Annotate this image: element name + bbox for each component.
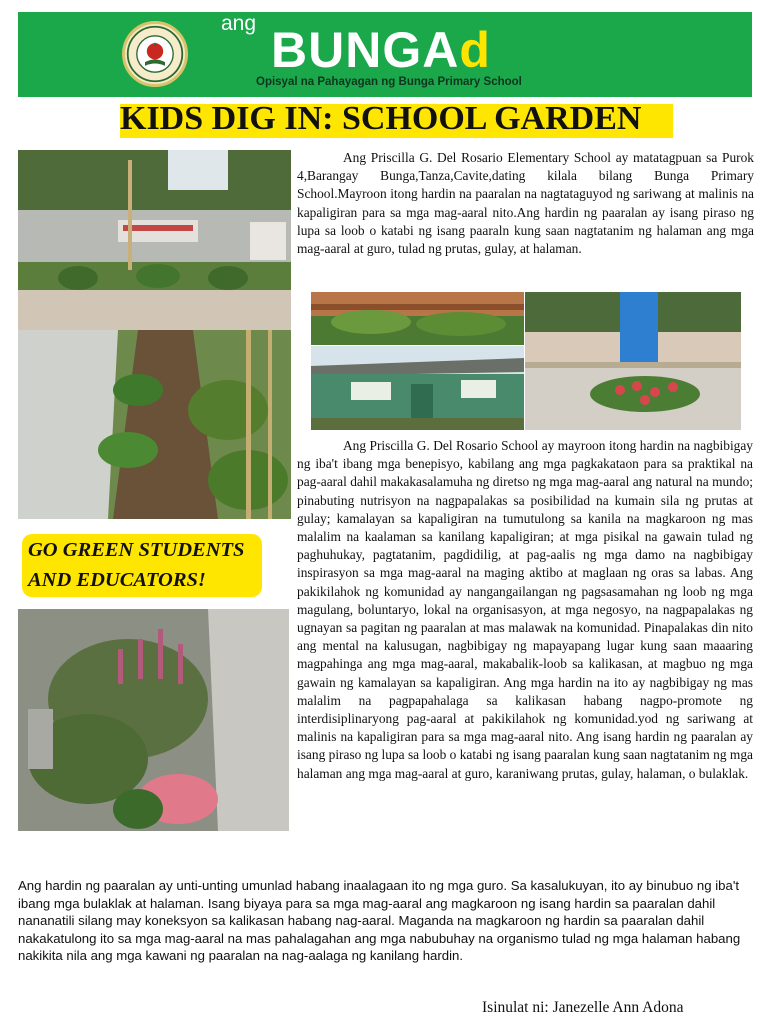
article-main-paragraph: Ang Priscilla G. Del Rosario School ay mayroon itong hardin na nagbibigay ng iba't ibang mga benepisyo, kabilang ang mga pagkakataon para sa praktikal na pag-aaral dahil makakasalamuha ng diretso ng mga mag-aaral ang natural na mundo; pinabuting nutrisyon na nagpapalakas sa posibilidad na kumain sila ng prutas at gulay; kamalayan sa kapaligiran na tumutulong sa kanila na magkaroon ng mas malalim na kaalaman sa kanilang kapaligiran; at mga pisikal na gawain tulad ng paghuhukay, pagtatanim, pagdidilig, at pag-aalis ng mga damo na nagbibigay inspirasyon sa mga mag-aaral na maging aktibo at maglaan ng oras sa labas. Ang pakikilahok ng komunidad ay nangangailangan ng pagsasamahan ng loob ng mga magulang, boluntaryo, lokal na organisasyon, at mga negosyo, na nagpapalakas ng ugnayan sa pagitan ng paaralan at mas malawak na komunidad. Pinapalakas din nito ang mental na kalusugan, nagbibigay ng mapayapang lugar kung saan maaaring magpahinga ang mga mag-aaral, makabalik-loob sa kalikasan, at magbuo ng mga gawain ng kamalayan sa kapaligiran. Ang mga hardin na ito ay nagbibigay ng mas malalim na pagpapahalaga sa kalikasan habang nagpo-promote ng interdisiplinaryong pag-aaral at pakikilahok ng komunidad.yod ng sariwang at malinis na kapaligiran para sa mga mag-aaral nito. Ang isang hardin ng paaralan ay isang piraso ng lupa sa loob o katabi ng isang paaralan kung saan nagtatanim ng mga halaman ang mga mag-aaral at guro, karaniwang prutas, gulay, halaman, o bulaklak. <box>297 438 753 781</box>
photo-blue-tree-garden <box>525 292 741 430</box>
masthead-title <box>271 22 491 78</box>
masthead-title-accent: d <box>459 22 491 78</box>
school-seal-logo <box>122 21 188 87</box>
masthead-title-main: BUNGA <box>271 22 460 78</box>
photo-garden-path <box>18 330 291 519</box>
author-byline: Isinulat ni: Janezelle Ann Adona <box>482 999 684 1016</box>
photo-plant-box <box>311 292 524 345</box>
masthead-small-word: ang <box>221 12 257 35</box>
headline: KIDS DIG IN: SCHOOL GARDEN <box>120 104 642 137</box>
callout-go-green: GO GREEN STUDENTS AND EDUCATORS! <box>28 539 245 591</box>
article-intro-paragraph: Ang Priscilla G. Del Rosario Elementary School ay matatagpuan sa Purok 4,Barangay Bunga,Tanza,Cavite,dating kilala bilang Bunga Primary School.Mayroon itong hardin na paaralan na nagtataguyod ng sariwang at malinis na kapaligiran para sa mga mag-aaral nito.Ang hardin ng paaralan ay isang piraso ng lupa sa loob o katabi ng isang paaraln kung saan nagtatanim ng halaman ang mga mag-aaral at guro, tulad ng prutas, gulay, at halaman. <box>297 150 754 257</box>
article-closing-paragraph: Ang hardin ng paaralan ay unti-unting umunlad habang inaalagaan ito ng mga guro. Sa kasalukuyan, ito ay binubuo ng iba't ibang mga bulaklak at halaman. Isang biyaya para sa mga mag-aaral ang magkaroon ng isang hardin sa paaralan dahil nananatili silang may koneksyon sa kalikasan habang nag-aaral. Maganda na magkaroon ng hardin sa paaralan dahil nakakatulong ito sa mga mag-aaral na mas pahalagahan ang mga nabubuhay na organismo tulad ng mga halaman habang nakikita nila ang mga kawani ng paaralan na nag-aalaga ng kanilang hardin. <box>18 878 741 964</box>
photo-flower-garden <box>18 609 289 831</box>
masthead-tagline: Opisyal na Pahayagan ng Bunga Primary School <box>256 76 522 88</box>
masthead-banner <box>18 12 752 97</box>
photo-fence-garden <box>18 150 291 330</box>
headline-highlight <box>120 104 673 138</box>
photo-green-building <box>311 346 524 430</box>
